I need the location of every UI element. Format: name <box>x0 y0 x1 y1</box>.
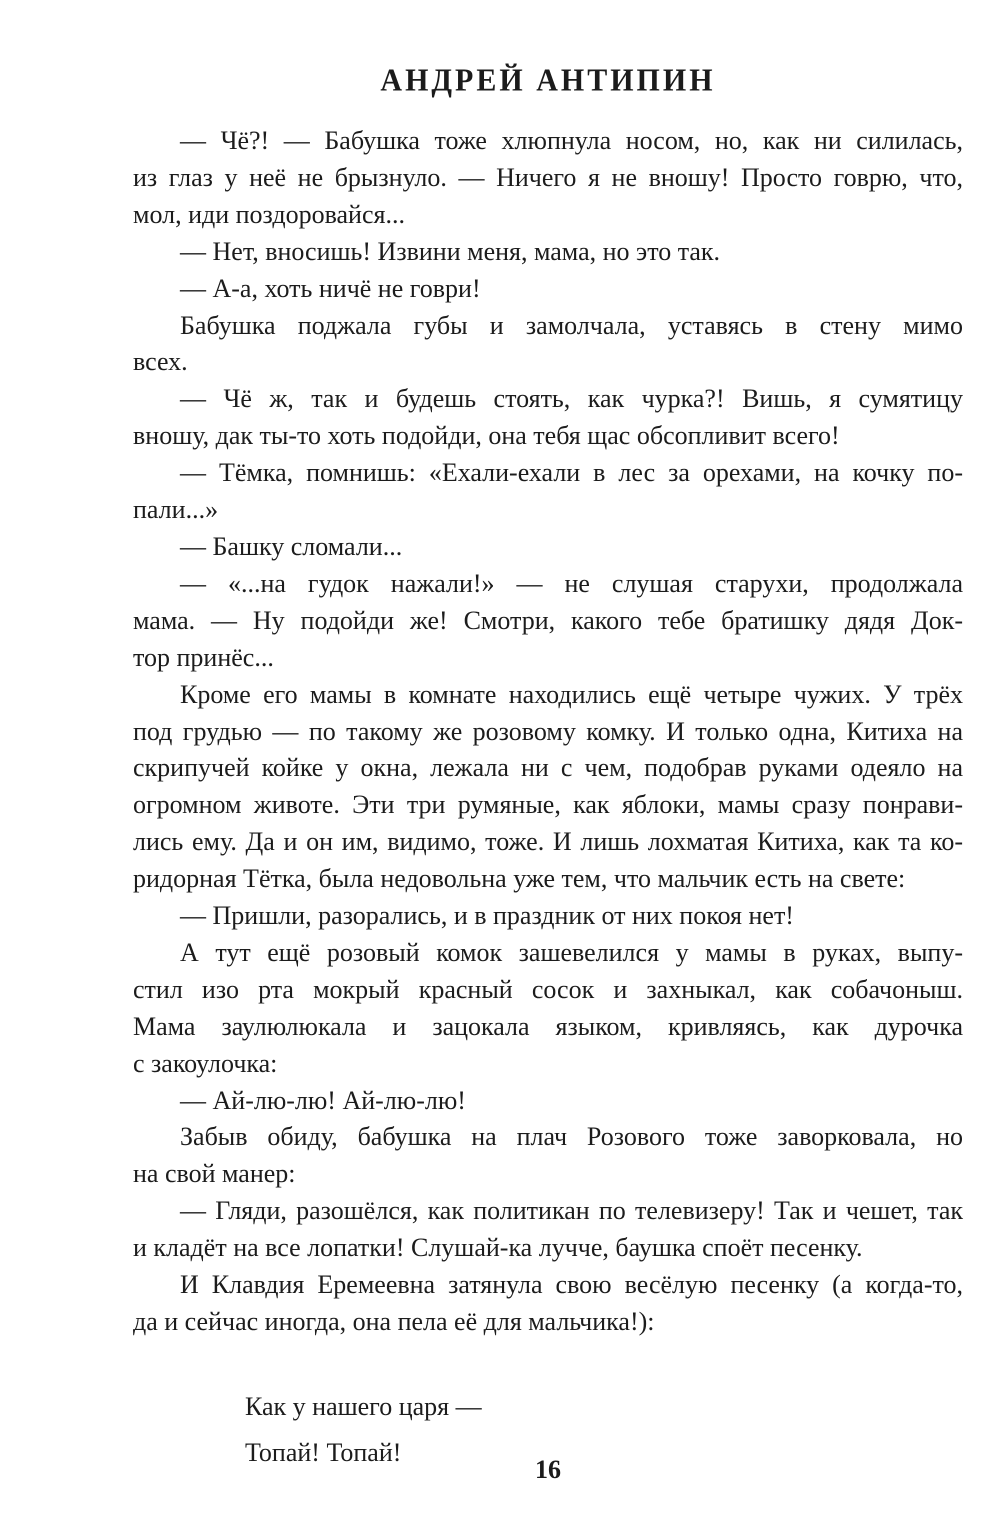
text-line: мама. — Ну подойди же! Смотри, какого тебе братишку дядя Док- <box>133 605 963 635</box>
text-line: и кладёт на все лопатки! Слушай-ка лучче, баушка споёт песенку. <box>133 1233 863 1263</box>
text-line: — А-а, хоть ничё не говри! <box>180 273 481 303</box>
paragraph <box>133 1119 963 1193</box>
text-line: под грудью — по такому же розовому комку. И только одна, Китиха на <box>133 716 963 746</box>
text-line: мол, иди поздоровайся... <box>133 199 405 229</box>
text-line: — Нет, вносишь! Извини меня, мама, но это так. <box>180 236 721 266</box>
text-line: огромном животе. Эти три румяные, как яблоки, мамы сразу понрави- <box>133 790 963 820</box>
paragraph <box>133 1193 963 1267</box>
text-line: — Ай-лю-лю! Ай-лю-лю! <box>180 1085 466 1115</box>
paragraph <box>133 1267 963 1341</box>
text-line: лись ему. Да и он им, видимо, тоже. И лишь лохматая Китиха, как та ко- <box>133 827 963 857</box>
text-line: с закоулочка: <box>133 1048 278 1078</box>
paragraph <box>133 234 963 271</box>
text-line: тор принёс... <box>133 642 274 672</box>
text-line: всех. <box>133 347 188 377</box>
paragraph <box>133 271 963 308</box>
text-line: да и сейчас иногда, она пела её для мальчика!): <box>133 1307 655 1336</box>
text-line: Бабушка поджала губы и замолчала, уставясь в стену мимо <box>180 310 963 340</box>
text-line: — Гляди, разошёлся, как политикан по телевизеру! Так и чешет, так <box>180 1196 963 1226</box>
text-line: пали...» <box>133 495 219 525</box>
text-line: — Чё?! — Бабушка тоже хлюпнула носом, но, как ни силилась, <box>180 126 963 155</box>
text-line: Кроме его мамы в комнате находились ещё четыре чужих. У трёх <box>180 679 963 709</box>
text-line: ридорная Тётка, была недовольна уже тем, что мальчик есть на свете: <box>133 864 906 894</box>
paragraph <box>133 123 963 234</box>
paragraph <box>133 566 963 677</box>
text-line: вношу, дак ты-то хоть подойди, она тебя щас обсопливит всего! <box>133 421 840 451</box>
paragraph <box>133 308 963 382</box>
text-line: Мама заулюлюкала и зацокала языком, кривляясь, как дурочка <box>133 1011 963 1041</box>
verse-line: Как у нашего царя — <box>245 1391 482 1421</box>
text-line: — Пришли, разорались, и в праздник от них покоя нет! <box>180 901 794 931</box>
text-line: — Тёмка, помнишь: «Ехали-ехали в лес за орехами, на кочку по- <box>180 458 963 488</box>
text-line: — Башку сломали... <box>180 531 403 561</box>
verse-line: Топай! Топай! <box>245 1437 402 1467</box>
running-header-author: АНДРЕЙ АНТИПИН <box>380 62 716 98</box>
page-number: 16 <box>535 1455 561 1484</box>
paragraph <box>133 1083 963 1120</box>
text-line: А тут ещё розовый комок зашевелился у мамы в руках, выпу- <box>180 937 963 967</box>
paragraph <box>133 455 963 529</box>
text-line: — «...на гудок нажали!» — не слушая старухи, продолжала <box>180 568 963 598</box>
text-line: Забыв обиду, бабушка на плач Розового тоже заворковала, но <box>180 1122 963 1152</box>
text-line: — Чё ж, так и будешь стоять, как чурка?! Вишь, я сумятицу <box>180 384 963 414</box>
text-line: из глаз у неё не брызнуло. — Ничего я не вношу! Просто говрю, что, <box>133 162 963 192</box>
text-line: И Клавдия Еремеевна затянула свою весёлую песенку (а когда-то, <box>180 1270 963 1300</box>
paragraph <box>133 381 963 455</box>
paragraph <box>133 935 963 1083</box>
text-line: скрипучей койке у окна, лежала ни с чем, подобрав руками одеяло на <box>133 753 963 783</box>
text-line: стил изо рта мокрый красный сосок и захныкал, как собачоныш. <box>133 974 963 1004</box>
text-line: на свой манер: <box>133 1159 296 1189</box>
paragraph <box>133 529 963 566</box>
text-block <box>133 123 963 1476</box>
paragraph <box>133 898 963 935</box>
paragraph <box>133 677 963 898</box>
